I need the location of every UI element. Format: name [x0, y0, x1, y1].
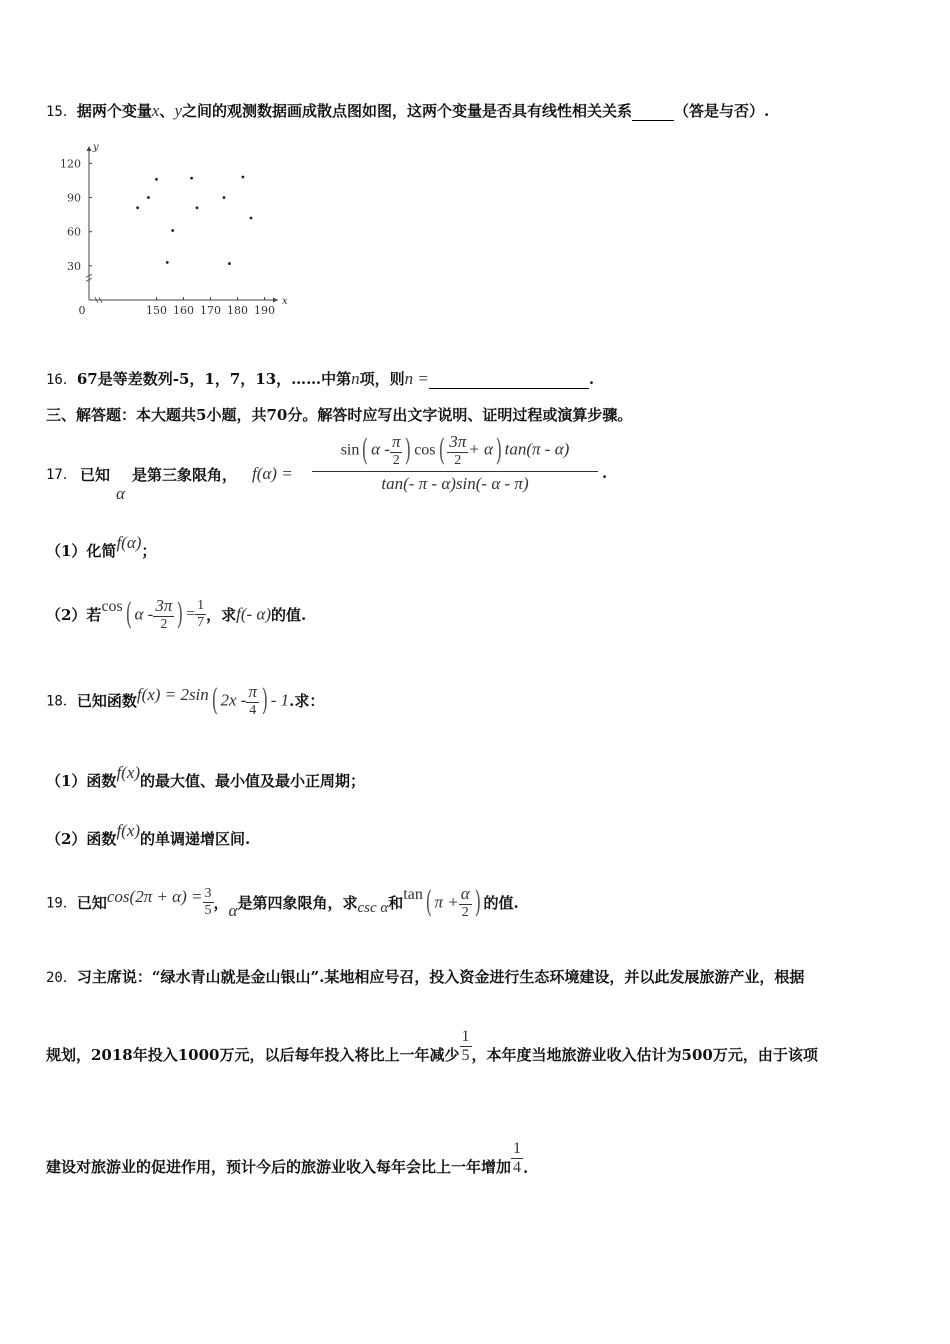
plot-ticks	[60, 157, 275, 317]
q17-alpha: α	[116, 484, 125, 503]
q17-p2-expr: f(- α)	[236, 604, 272, 624]
scatter-point	[228, 262, 231, 265]
q17-plus-a: + α	[468, 439, 493, 459]
q18-pi-over-4: $\frac{\pi}{4}$	[248, 682, 257, 718]
scatter-plot	[56, 140, 296, 320]
x-tick-label: 170	[200, 304, 221, 317]
scatter-point	[196, 206, 199, 209]
q19-end: 的值.	[483, 894, 519, 912]
q15-answer-blank	[632, 102, 674, 121]
q20-one-fifth: $\frac{1}{5}$	[461, 1028, 470, 1064]
q15-text-c: （答是与否）.	[674, 102, 770, 120]
q17-p2-one-seventh: $\frac{1}{7}$	[197, 598, 205, 630]
q19-text-b: 是第四象限角，求	[237, 894, 358, 912]
q17-text-a: 已知	[80, 466, 111, 484]
q17-numerator: sin( α - $\frac{\pi}{2}$ ) cos( $\frac{3\pi}{2}$ + α) tan(π - α)	[312, 432, 598, 472]
q16-expr: n =	[404, 369, 429, 388]
scatter-point	[190, 177, 193, 180]
q20-number: 20．	[46, 970, 77, 986]
q15-var-x: x	[151, 101, 160, 120]
question-20-line-3	[46, 1140, 528, 1177]
q18-text-a: 已知函数	[76, 692, 137, 710]
q17-num-cos: cos	[414, 441, 436, 459]
y-tick-label: 60	[67, 225, 81, 239]
scatter-point	[223, 196, 226, 199]
q17-denominator: tan(- π - α)sin(- α - π)	[381, 474, 529, 493]
question-20-line-2	[46, 1028, 818, 1065]
q20-line2a: 规划，2018年投入1000万元，以后每年投入将比上一年减少	[46, 1046, 460, 1064]
q18-part-1	[46, 763, 366, 791]
q16-var-n: n	[351, 369, 360, 388]
q17-p1-expr: f(α)	[116, 533, 142, 552]
question-18: 18．已知函数f(x) = 2sin( 2x - $\frac{\pi}{4}$ ) - 1.求：	[46, 682, 325, 718]
q18-p1-text: 的最大值、最小值及最小正周期；	[140, 772, 366, 790]
q18-tail: - 1	[270, 690, 290, 710]
q18-number: 18．	[46, 693, 77, 710]
section-3-heading: 三、解答题：本大题共5小题，共70分。解答时应写出文字说明、证明过程或演算步骤。	[46, 406, 633, 424]
q16-text-a: 67是等差数列-5，1，7，13，……中第	[76, 370, 352, 388]
y-tick-label: 30	[67, 259, 81, 273]
q17-p2-a: α -	[134, 604, 154, 624]
q20-line3b: .	[523, 1159, 529, 1177]
x-tick-label: 180	[227, 304, 248, 317]
x-axis-arrow	[273, 298, 278, 303]
plot-points	[136, 176, 252, 265]
scatter-point	[250, 217, 253, 220]
q16-end: .	[588, 370, 595, 388]
x-tick-label: 160	[173, 304, 194, 317]
q19-number: 19．	[46, 895, 77, 912]
x-tick-label: 150	[146, 304, 167, 317]
q16-answer-blank	[429, 370, 589, 389]
question-19: 19．已知cos(2π + α) = $\frac{3}{5}$ ，α是第四象限角，求csc α和tan( π + $\frac{\alpha}{2}$ ) 的值.	[46, 884, 519, 920]
y-tick-label: 90	[67, 191, 81, 205]
origin-label: 0	[78, 304, 86, 317]
q19-alpha: α	[228, 900, 238, 920]
q18-inner: 2x -	[220, 690, 247, 710]
q19-cos-expr: cos(2π + α) =	[106, 886, 203, 906]
q15-text-b: 之间的观测数据画成散点图如图，这两个变量是否具有线性相关关系	[181, 102, 632, 120]
q17-f-lhs: f(α) =	[252, 464, 293, 483]
q19-alpha-over-2: $\frac{\alpha}{2}$	[460, 884, 470, 920]
q17-p2-end: 的值.	[271, 606, 307, 624]
q16-number: 16．	[46, 372, 77, 388]
q17-part-1	[46, 533, 157, 561]
q18-end: .求：	[289, 692, 325, 710]
q20-one-quarter: $\frac{1}{4}$	[513, 1140, 522, 1176]
y-axis-label: y	[93, 142, 99, 153]
q18-p2-label: （2）函数	[46, 830, 117, 848]
q20-line2b: ，本年度当地旅游业收入估计为500万元，由于该项	[471, 1046, 818, 1064]
q19-tan: tan	[403, 885, 423, 903]
q17-part-2: （2）若cos( α - $\frac{3\pi}{2}$ ) = $\frac{1}{7}$ ，求f(- α)的值.	[46, 596, 307, 632]
q18-f-lhs: f(x) = 2sin	[136, 684, 209, 704]
x-axis-label: x	[282, 296, 288, 307]
scatter-point	[166, 261, 169, 264]
q15-sep: 、	[159, 102, 175, 120]
question-20-line-1	[46, 966, 804, 987]
q17-3pi-over-2: $\frac{3\pi}{2}$	[449, 432, 467, 468]
q17-p2-text: ，求	[206, 606, 237, 624]
scatter-point	[136, 206, 139, 209]
q17-end: .	[602, 464, 608, 482]
q18-p2-text: 的单调递增区间.	[140, 830, 251, 848]
scatter-point	[147, 196, 150, 199]
q19-and: 和	[388, 894, 404, 912]
y-tick-label: 120	[60, 157, 81, 171]
q17-pi-over-2: $\frac{\pi}{2}$	[391, 432, 401, 468]
x-tick-label: 190	[254, 304, 275, 317]
q15-text-a: 据两个变量	[76, 102, 152, 120]
y-axis-arrow	[87, 146, 92, 151]
q19-comma: ，	[213, 894, 229, 912]
q17-big-fraction	[312, 432, 598, 494]
q19-csc: csc α	[357, 900, 389, 916]
q18-p2-expr: f(x)	[116, 821, 141, 840]
q17-number: 17．	[46, 467, 77, 483]
q15-var-y: y	[174, 101, 182, 120]
q17-p1-end: ；	[141, 542, 157, 560]
q18-p1-expr: f(x)	[116, 763, 141, 782]
q20-line3a: 建设对旅游业的促进作用，预计今后的旅游业收入每年会比上一年增加	[46, 1158, 512, 1176]
q18-p1-label: （1）函数	[46, 772, 117, 790]
plot-axes	[79, 142, 289, 317]
q17-num-a1: α -	[371, 439, 390, 459]
q15-number: 15．	[46, 104, 77, 120]
question-15	[46, 100, 769, 121]
scatter-point	[242, 176, 245, 179]
q17-p1-label: （1）化简	[46, 542, 117, 560]
q19-three-fifths: $\frac{3}{5}$	[204, 886, 212, 918]
q17-num-tan: tan(π - α)	[504, 439, 570, 459]
q18-part-2	[46, 821, 251, 849]
q16-text-b: 项，则	[359, 370, 405, 388]
q19-pi-plus: π +	[434, 892, 459, 912]
q17-text-b: 是第三象限角，	[132, 466, 238, 484]
question-16	[46, 368, 594, 389]
scatter-point	[171, 229, 174, 232]
q17-num-sin: sin	[340, 441, 360, 459]
q17-p2-label: （2）若	[46, 606, 102, 624]
q19-text-a: 已知	[76, 894, 107, 912]
q17-p2-eq: =	[186, 605, 196, 623]
q20-line1: 习主席说：“绿水青山就是金山银山”.某地相应号召，投入资金进行生态环境建设，并以此发展旅游产业，根据	[76, 968, 805, 986]
q17-p2-cos: cos	[101, 597, 123, 615]
scatter-point	[155, 178, 158, 181]
q17-p2-3pi-over-2: $\frac{3\pi}{2}$	[155, 596, 173, 632]
